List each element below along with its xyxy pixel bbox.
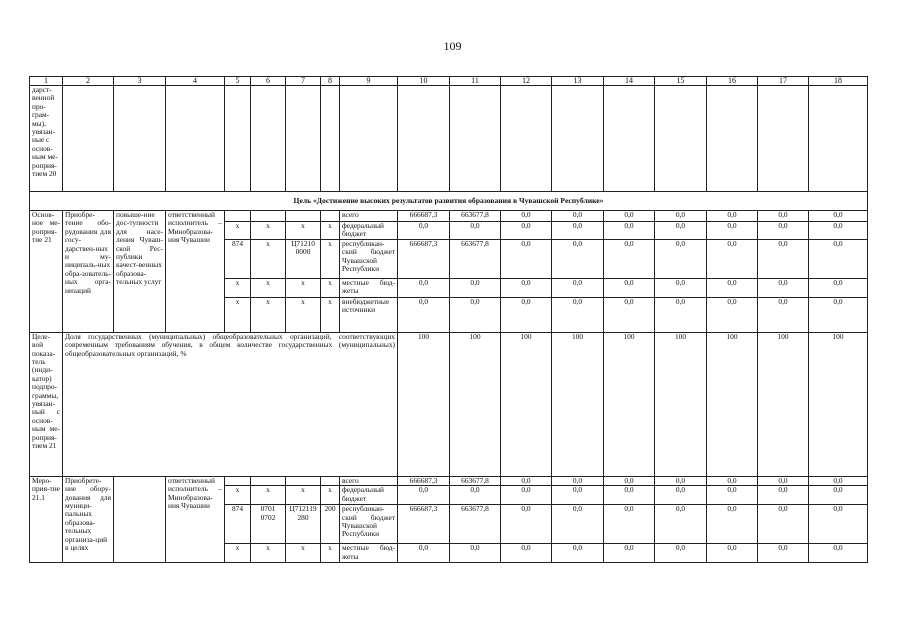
amount-cell: 0,0 — [707, 297, 758, 332]
code-cell: 874 — [225, 505, 251, 544]
amount-cell: 0,0 — [552, 211, 604, 222]
amount-cell: 0,0 — [398, 297, 450, 332]
amount-cell: 0,0 — [655, 505, 707, 544]
empty-cell — [114, 86, 166, 192]
amount-cell: 0,0 — [604, 222, 655, 240]
amount-cell: 0,0 — [501, 476, 552, 485]
empty-cell — [552, 86, 604, 192]
empty-cell — [321, 86, 340, 192]
amount-cell: 666687,3 — [398, 239, 450, 278]
code-cell: x — [225, 278, 251, 297]
code-cell: x — [321, 239, 340, 278]
indicator-value: 100 — [450, 332, 501, 476]
code-cell: x — [251, 544, 286, 563]
goal-title: Цель «Достижение высоких результатов развития образования в Чувашской Республике» — [30, 192, 868, 211]
amount-cell: 0,0 — [758, 486, 809, 505]
amount-cell: 0,0 — [809, 239, 868, 278]
code-cell: x — [251, 239, 286, 278]
continuation-row — [30, 86, 868, 192]
code-cell: x — [286, 278, 321, 297]
amount-cell: 0,0 — [758, 222, 809, 240]
empty-cell — [450, 86, 501, 192]
amount-cell: 0,0 — [604, 297, 655, 332]
amount-cell: 0,0 — [501, 222, 552, 240]
amount-cell: 663677,8 — [450, 239, 501, 278]
column-number: 4 — [166, 77, 225, 86]
amount-cell: 0,0 — [501, 278, 552, 297]
code-cell: x — [286, 222, 321, 240]
amount-cell: 0,0 — [552, 505, 604, 544]
funding-source: федеральный бюджет — [340, 222, 398, 240]
code-cell: x — [321, 486, 340, 505]
amount-cell: 0,0 — [450, 222, 501, 240]
column-number: 11 — [450, 77, 501, 86]
block2-col2: Приобрете-ние обору-дования для муници-пальных образова-тельных организа-ций в целях — [63, 476, 114, 562]
amount-cell: 0,0 — [552, 544, 604, 563]
column-number: 17 — [758, 77, 809, 86]
code-cell: Ц712119 280 — [286, 505, 321, 544]
amount-cell: 0,0 — [809, 297, 868, 332]
code-cell: x — [286, 544, 321, 563]
empty-cell — [340, 86, 398, 192]
indicator-value: 100 — [707, 332, 758, 476]
empty-cell — [604, 86, 655, 192]
empty-cell — [166, 86, 225, 192]
amount-cell: 0,0 — [450, 544, 501, 563]
code-cell: x — [225, 222, 251, 240]
funding-source: внебюджетные источники — [340, 297, 398, 332]
amount-cell: 0,0 — [707, 278, 758, 297]
column-number: 14 — [604, 77, 655, 86]
amount-cell: 0,0 — [809, 278, 868, 297]
amount-cell: 0,0 — [707, 486, 758, 505]
amount-cell: 0,0 — [604, 239, 655, 278]
budget-table — [29, 76, 868, 563]
amount-cell: 0,0 — [707, 544, 758, 563]
amount-cell: 0,0 — [604, 278, 655, 297]
indicator-text: Доля государственных (муниципальных) общеобразовательных организаций, соответствующих современным требованиям обучения, в общем количестве государственных (муниципальных) общеобразовательных организаций, % — [63, 332, 398, 476]
code-cell — [321, 211, 340, 222]
amount-cell: 0,0 — [758, 297, 809, 332]
empty-cell — [398, 86, 450, 192]
amount-cell: 0,0 — [758, 239, 809, 278]
code-cell: x — [251, 297, 286, 332]
amount-cell: 0,0 — [707, 211, 758, 222]
funding-source: федеральный бюджет — [340, 486, 398, 505]
amount-cell: 0,0 — [552, 222, 604, 240]
column-number: 7 — [286, 77, 321, 86]
amount-cell: 0,0 — [707, 505, 758, 544]
amount-cell: 0,0 — [398, 222, 450, 240]
amount-cell: 0,0 — [552, 476, 604, 485]
amount-cell: 0,0 — [604, 211, 655, 222]
column-number: 15 — [655, 77, 707, 86]
block2-col4: ответственный исполнитель – Минобразова-ния Чувашии — [166, 476, 225, 562]
column-number: 6 — [251, 77, 286, 86]
amount-cell: 0,0 — [450, 278, 501, 297]
amount-cell: 0,0 — [758, 505, 809, 544]
empty-cell — [286, 86, 321, 192]
column-number: 2 — [63, 77, 114, 86]
amount-cell: 0,0 — [501, 297, 552, 332]
amount-cell: 0,0 — [758, 476, 809, 485]
code-cell: x — [321, 278, 340, 297]
amount-cell: 0,0 — [552, 239, 604, 278]
code-cell: x — [225, 544, 251, 563]
amount-cell: 0,0 — [552, 278, 604, 297]
block2-col1: Меро-прия-тие 21.1 — [30, 476, 63, 562]
amount-cell: 0,0 — [758, 211, 809, 222]
funding-source: местные бюд-жеты — [340, 544, 398, 563]
amount-cell: 0,0 — [604, 486, 655, 505]
amount-cell: 0,0 — [552, 486, 604, 505]
column-number: 18 — [809, 77, 868, 86]
empty-cell — [758, 86, 809, 192]
block1-row — [30, 211, 868, 222]
code-cell: x — [225, 486, 251, 505]
amount-cell: 0,0 — [655, 476, 707, 485]
continuation-col1: дарст-венной про-грам-мы), увязан-ные с основ-ным ме-роприя-тием 20 — [30, 86, 63, 192]
amount-cell: 0,0 — [809, 505, 868, 544]
column-number: 16 — [707, 77, 758, 86]
code-cell: x — [286, 486, 321, 505]
indicator-value: 100 — [604, 332, 655, 476]
amount-cell: 0,0 — [809, 476, 868, 485]
empty-cell — [225, 86, 251, 192]
amount-cell: 0,0 — [655, 239, 707, 278]
code-cell: x — [251, 486, 286, 505]
code-cell: x — [225, 297, 251, 332]
amount-cell: 0,0 — [398, 486, 450, 505]
amount-cell: 0,0 — [707, 476, 758, 485]
amount-cell: 0,0 — [450, 486, 501, 505]
block2-col3 — [114, 476, 166, 562]
amount-cell: 0,0 — [501, 239, 552, 278]
amount-cell: 0,0 — [758, 278, 809, 297]
block1-col4: ответственный исполнитель – Минобразова-ния Чувашии — [166, 211, 225, 333]
empty-cell — [251, 86, 286, 192]
code-cell: x — [321, 297, 340, 332]
empty-cell — [707, 86, 758, 192]
code-cell: Ц71210 0000 — [286, 239, 321, 278]
block1-col1: Основ-ное ме-роприя-тие 21 — [30, 211, 63, 333]
block1-col3: повыше-ние дос-тупности для насе-ления Чуваш-ской Рес-публики качест-венных образова-тельных услуг — [114, 211, 166, 333]
indicator-value: 100 — [552, 332, 604, 476]
code-cell: x — [286, 297, 321, 332]
column-number: 5 — [225, 77, 251, 86]
code-cell — [251, 211, 286, 222]
empty-cell — [501, 86, 552, 192]
code-cell — [321, 476, 340, 485]
page-number: 109 — [443, 39, 462, 53]
funding-source: всего — [340, 476, 398, 485]
amount-cell: 663677,8 — [450, 476, 501, 485]
amount-cell: 0,0 — [501, 505, 552, 544]
funding-source: республикан-ский бюджет Чувашской Республики — [340, 239, 398, 278]
column-number: 9 — [340, 77, 398, 86]
amount-cell: 0,0 — [655, 222, 707, 240]
indicator-value: 100 — [655, 332, 707, 476]
code-cell — [251, 476, 286, 485]
column-number: 13 — [552, 77, 604, 86]
column-number: 1 — [30, 77, 63, 86]
funding-source: всего — [340, 211, 398, 222]
block2-row — [30, 476, 868, 485]
amount-cell: 0,0 — [809, 222, 868, 240]
amount-cell: 0,0 — [809, 544, 868, 563]
empty-cell — [63, 86, 114, 192]
amount-cell: 0,0 — [501, 486, 552, 505]
amount-cell: 0,0 — [604, 476, 655, 485]
code-cell: 0701 0702 — [251, 505, 286, 544]
code-cell: 874 — [225, 239, 251, 278]
code-cell: x — [251, 278, 286, 297]
indicator-value: 100 — [398, 332, 450, 476]
code-cell: x — [321, 222, 340, 240]
empty-cell — [655, 86, 707, 192]
goal-row — [30, 192, 868, 211]
amount-cell: 666687,3 — [398, 476, 450, 485]
column-number-row — [30, 77, 868, 86]
amount-cell: 666687,3 — [398, 505, 450, 544]
amount-cell: 0,0 — [450, 297, 501, 332]
amount-cell: 0,0 — [398, 544, 450, 563]
indicator-col1: Целе-вой показа-тель (инди-катор) подпро-граммы, увязан-ный с основ-ным ме-роприя-тием 21 — [30, 332, 63, 476]
amount-cell: 0,0 — [655, 544, 707, 563]
amount-cell: 0,0 — [501, 544, 552, 563]
code-cell: x — [251, 222, 286, 240]
code-cell — [225, 476, 251, 485]
code-cell: 200 — [321, 505, 340, 544]
indicator-row — [30, 332, 868, 476]
amount-cell: 0,0 — [604, 505, 655, 544]
empty-cell — [809, 86, 868, 192]
amount-cell: 0,0 — [604, 544, 655, 563]
code-cell: x — [321, 544, 340, 563]
code-cell — [286, 211, 321, 222]
column-number: 12 — [501, 77, 552, 86]
indicator-value: 100 — [758, 332, 809, 476]
indicator-value: 100 — [501, 332, 552, 476]
block1-col2: Приобре-тение обо-рудования для госу-дарствен-ных и му-ниципаль-ных обра-зователь-ных орга-низаций — [63, 211, 114, 333]
code-cell — [225, 211, 251, 222]
funding-source: местные бюд-жеты — [340, 278, 398, 297]
amount-cell: 663677,8 — [450, 211, 501, 222]
amount-cell: 0,0 — [655, 297, 707, 332]
amount-cell: 0,0 — [501, 211, 552, 222]
amount-cell: 663677,8 — [450, 505, 501, 544]
amount-cell: 0,0 — [809, 486, 868, 505]
indicator-value: 100 — [809, 332, 868, 476]
amount-cell: 0,0 — [655, 486, 707, 505]
funding-source: республикан-ский бюджет Чувашской Республики — [340, 505, 398, 544]
amount-cell: 0,0 — [809, 211, 868, 222]
column-number: 10 — [398, 77, 450, 86]
amount-cell: 0,0 — [655, 278, 707, 297]
amount-cell: 666687,3 — [398, 211, 450, 222]
amount-cell: 0,0 — [398, 278, 450, 297]
amount-cell: 0,0 — [758, 544, 809, 563]
column-number: 8 — [321, 77, 340, 86]
amount-cell: 0,0 — [707, 239, 758, 278]
amount-cell: 0,0 — [552, 297, 604, 332]
amount-cell: 0,0 — [655, 211, 707, 222]
amount-cell: 0,0 — [707, 222, 758, 240]
column-number: 3 — [114, 77, 166, 86]
code-cell — [286, 476, 321, 485]
